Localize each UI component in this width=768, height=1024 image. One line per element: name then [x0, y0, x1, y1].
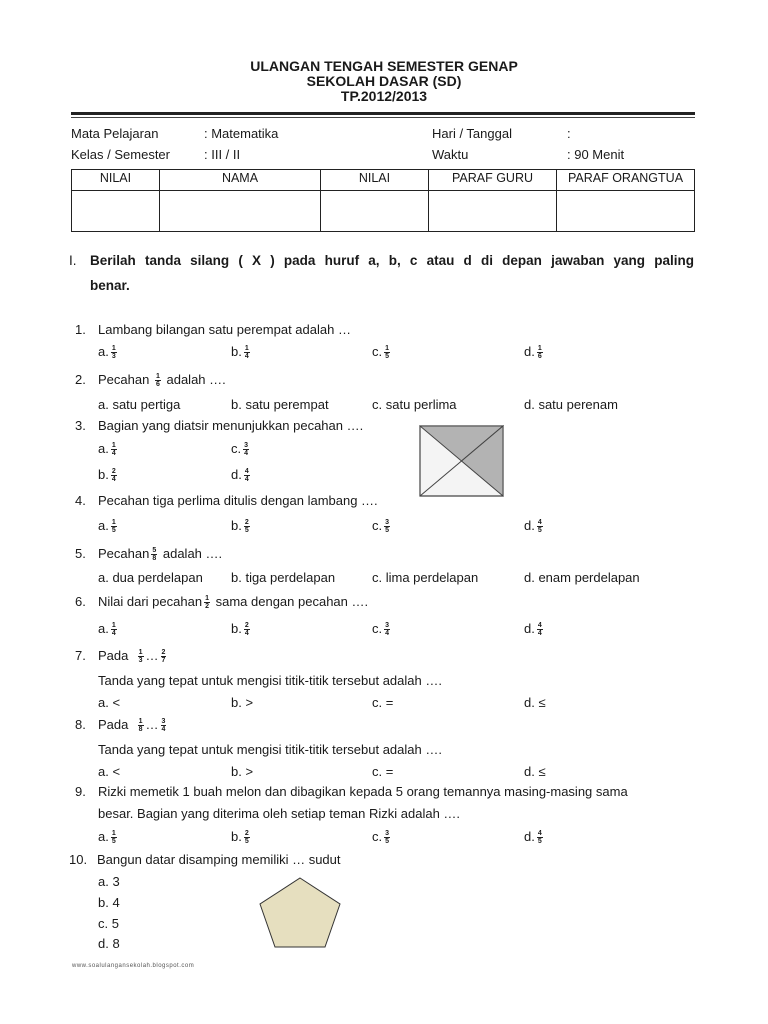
q4-option-b[interactable]: b. $\frac{2}{5}$	[231, 518, 249, 535]
question-1-text: Lambang bilangan satu perempat adalah …	[98, 322, 351, 337]
fraction: $\frac{1}{2}$	[205, 595, 209, 611]
pentagon-figure	[258, 877, 342, 949]
class-value: : III / II	[204, 147, 241, 162]
fraction: $\frac{1}{5}$	[111, 519, 116, 535]
subject-label: Mata Pelajaran	[71, 126, 159, 141]
q9-option-a[interactable]: a. $\frac{1}{5}$	[98, 829, 116, 846]
fraction: $\frac{1}{3}$	[111, 345, 116, 361]
question-10-text: Bangun datar disamping memiliki … sudut	[97, 852, 341, 867]
class-label: Kelas / Semester	[71, 147, 170, 162]
q2-option-d[interactable]: d. satu perenam	[524, 397, 618, 412]
q6-option-c[interactable]: c. $\frac{3}{4}$	[372, 621, 390, 638]
fraction: $\frac{1}{4}$	[111, 622, 116, 638]
fraction: $\frac{1}{4}$	[244, 345, 249, 361]
fraction: $\frac{3}{5}$	[385, 830, 390, 846]
question-5-number: 5.	[75, 546, 86, 561]
cell-paraf-guru[interactable]	[429, 191, 557, 232]
question-3-number: 3.	[75, 418, 86, 433]
q1-option-a[interactable]: a. $\frac{1}{3}$	[98, 344, 116, 361]
question-5-text: Pecahan $\frac{5}{8}$ adalah ….	[98, 546, 223, 563]
fraction: $\frac{4}{4}$	[537, 622, 542, 638]
header-nama: NAMA	[160, 170, 321, 191]
fraction: $\frac{4}{5}$	[537, 519, 542, 535]
fraction: $\frac{1}{3}$	[138, 649, 143, 665]
q7-option-a[interactable]: a. <	[98, 695, 121, 710]
fraction: $\frac{3}{4}$	[385, 622, 390, 638]
q7-option-b[interactable]: b. >	[231, 695, 254, 710]
header-nilai: NILAI	[72, 170, 160, 191]
q5-option-a[interactable]: a. dua perdelapan	[98, 570, 203, 585]
q1-option-b[interactable]: b. $\frac{1}{4}$	[231, 344, 249, 361]
school-level: SEKOLAH DASAR (SD)	[306, 73, 462, 89]
instruction-line-1: Berilah tanda silang ( X ) pada huruf a, b, c atau d di depan jawaban yang paling	[90, 253, 694, 268]
q10-option-c[interactable]: c. 5	[98, 916, 119, 931]
section-number: I.	[69, 253, 77, 268]
date-label: Hari / Tanggal	[432, 126, 512, 141]
q6-option-b[interactable]: b. $\frac{2}{4}$	[231, 621, 249, 638]
fraction: $\frac{3}{5}$	[385, 519, 390, 535]
fraction: $\frac{1}{5}$	[385, 345, 390, 361]
q1-option-d[interactable]: d. $\frac{1}{6}$	[524, 344, 542, 361]
fraction: $\frac{3}{4}$	[161, 718, 166, 734]
question-9-number: 9.	[75, 784, 86, 799]
header-rule-thick	[71, 112, 695, 115]
q2-option-b[interactable]: b. satu perempat	[231, 397, 329, 412]
cell-paraf-orangtua[interactable]	[557, 191, 695, 232]
question-6-number: 6.	[75, 594, 86, 609]
question-9-text-2: besar. Bagian yang diterima oleh setiap teman Rizki adalah ….	[98, 806, 461, 821]
q2-option-a[interactable]: a. satu pertiga	[98, 397, 181, 412]
cell-nama[interactable]	[160, 191, 321, 232]
question-10-number: 10.	[69, 852, 88, 867]
q3-option-c[interactable]: c. $\frac{3}{4}$	[231, 441, 249, 458]
q8-option-c[interactable]: c. =	[372, 764, 394, 779]
fraction: $\frac{2}{4}$	[244, 622, 249, 638]
question-8-subtext: Tanda yang tepat untuk mengisi titik-titik tersebut adalah ….	[98, 742, 442, 757]
fraction: $\frac{2}{7}$	[161, 649, 166, 665]
q10-option-b[interactable]: b. 4	[98, 895, 120, 910]
fraction: $\frac{1}{8}$	[138, 718, 143, 734]
cell-nilai[interactable]	[72, 191, 160, 232]
cell-nilai-2[interactable]	[321, 191, 429, 232]
q4-option-c[interactable]: c. $\frac{3}{5}$	[372, 518, 390, 535]
fraction: $\frac{1}{6}$	[155, 373, 160, 389]
question-8-number: 8.	[75, 717, 86, 732]
q5-option-d[interactable]: d. enam perdelapan	[524, 570, 640, 585]
q5-option-c[interactable]: c. lima perdelapan	[372, 570, 479, 585]
time-label: Waktu	[432, 147, 469, 162]
header-paraf-guru: PARAF GURU	[429, 170, 557, 191]
question-7-subtext: Tanda yang tepat untuk mengisi titik-titik tersebut adalah ….	[98, 673, 442, 688]
time-value: : 90 Menit	[567, 147, 625, 162]
q3-option-a[interactable]: a. $\frac{1}{4}$	[98, 441, 116, 458]
q1-option-c[interactable]: c. $\frac{1}{5}$	[372, 344, 390, 361]
q2-option-c[interactable]: c. satu perlima	[372, 397, 457, 412]
question-4-text: Pecahan tiga perlima ditulis dengan lambang ….	[98, 493, 378, 508]
fraction: $\frac{2}{5}$	[244, 519, 249, 535]
q10-option-d[interactable]: d. 8	[98, 936, 120, 951]
question-4-number: 4.	[75, 493, 86, 508]
exam-title: ULANGAN TENGAH SEMESTER GENAP	[250, 58, 518, 74]
q9-option-d[interactable]: d. $\frac{4}{5}$	[524, 829, 542, 846]
fraction: $\frac{3}{4}$	[244, 442, 249, 458]
fraction: $\frac{4}{5}$	[537, 830, 542, 846]
q3-option-b[interactable]: b. $\frac{2}{4}$	[98, 467, 116, 484]
q4-option-d[interactable]: d. $\frac{4}{5}$	[524, 518, 542, 535]
question-9-text: Rizki memetik 1 buah melon dan dibagikan kepada 5 orang temannya masing-masing sama	[98, 784, 628, 799]
header-nilai-2: NILAI	[321, 170, 429, 191]
q7-option-d[interactable]: d. ≤	[524, 695, 546, 710]
date-value: :	[567, 126, 571, 141]
header-paraf-orangtua: PARAF ORANGTUA	[557, 170, 695, 191]
q6-option-d[interactable]: d. $\frac{4}{4}$	[524, 621, 542, 638]
fraction: $\frac{1}{5}$	[111, 830, 116, 846]
score-table	[71, 169, 695, 232]
q8-option-d[interactable]: d. ≤	[524, 764, 546, 779]
q10-option-a[interactable]: a. 3	[98, 874, 120, 889]
q9-option-c[interactable]: c. $\frac{3}{5}$	[372, 829, 390, 846]
fraction: $\frac{5}{8}$	[152, 547, 157, 563]
q9-option-b[interactable]: b. $\frac{2}{5}$	[231, 829, 249, 846]
fraction: $\frac{2}{4}$	[111, 468, 116, 484]
school-year: TP.2012/2013	[340, 88, 428, 104]
subject-value: : Matematika	[204, 126, 279, 141]
question-8-text: Pada $\frac{1}{8}$ … $\frac{3}{4}$	[98, 717, 166, 734]
footer-url: www.soalulangansekolah.blogspot.com	[72, 963, 195, 969]
header-rule-thin	[71, 117, 695, 118]
question-7-text: Pada $\frac{1}{3}$ … $\frac{2}{7}$	[98, 648, 166, 665]
q4-option-a[interactable]: a. $\frac{1}{5}$	[98, 518, 116, 535]
question-7-number: 7.	[75, 648, 86, 663]
fraction: $\frac{4}{4}$	[244, 468, 249, 484]
question-3-text: Bagian yang diatsir menunjukkan pecahan ….	[98, 418, 364, 433]
shaded-square-figure	[419, 425, 504, 497]
question-2-text: Pecahan $\frac{1}{6}$ adalah ….	[98, 372, 226, 389]
q7-option-c[interactable]: c. =	[372, 695, 394, 710]
q8-option-b[interactable]: b. >	[231, 764, 254, 779]
q3-option-d[interactable]: d. $\frac{4}{4}$	[231, 467, 249, 484]
q8-option-a[interactable]: a. <	[98, 764, 121, 779]
instruction-line-2: benar.	[90, 278, 130, 293]
fraction: $\frac{2}{5}$	[244, 830, 249, 846]
question-2-number: 2.	[75, 372, 86, 387]
q5-option-b[interactable]: b. tiga perdelapan	[231, 570, 336, 585]
fraction: $\frac{1}{4}$	[111, 442, 116, 458]
question-6-text: Nilai dari pecahan $\frac{1}{2}$ sama dengan pecahan ….	[98, 594, 369, 611]
fraction: $\frac{1}{6}$	[537, 345, 542, 361]
question-1-number: 1.	[75, 322, 86, 337]
q6-option-a[interactable]: a. $\frac{1}{4}$	[98, 621, 116, 638]
